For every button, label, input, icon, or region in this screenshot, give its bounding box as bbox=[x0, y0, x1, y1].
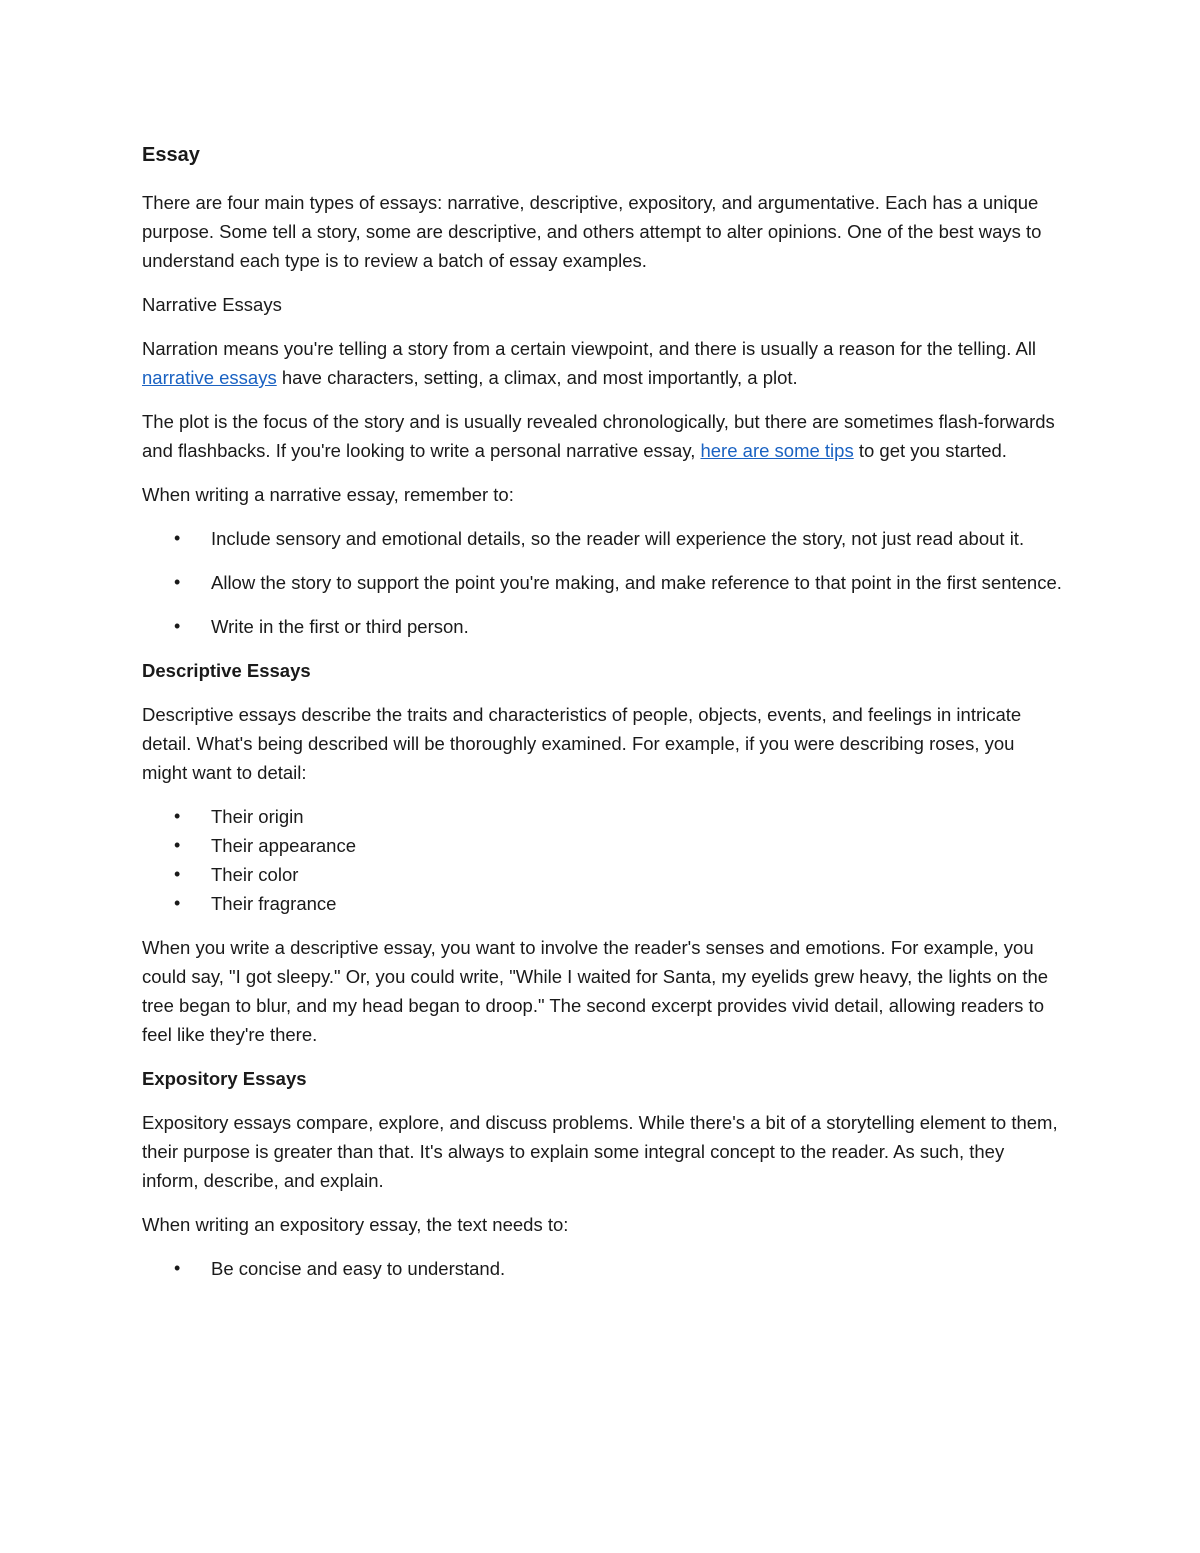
expository-list-intro: When writing an expository essay, the text needs to: bbox=[142, 1214, 569, 1235]
tips-link[interactable]: here are some tips bbox=[700, 440, 854, 461]
list-item bbox=[142, 1254, 1062, 1283]
narrative-p1-text-after: have characters, setting, a climax, and most importantly, a plot. bbox=[276, 367, 798, 388]
list-item bbox=[142, 831, 1062, 860]
bullet-icon: • bbox=[174, 616, 181, 636]
list-item-text: Their origin bbox=[211, 806, 304, 827]
descriptive-paragraph-1: Descriptive essays describe the traits and characteristics of people, objects, events, and feelings in intricate detail. What's being described will be thoroughly examined. For example, if you were describing roses, you might want to detail: bbox=[142, 704, 1022, 783]
list-item bbox=[142, 860, 1062, 889]
document-title: Essay bbox=[142, 144, 200, 166]
list-item-text: Write in the first or third person. bbox=[211, 616, 469, 637]
bullet-icon: • bbox=[174, 864, 181, 884]
bullet-icon: • bbox=[174, 528, 181, 548]
list-item-text: Their color bbox=[211, 864, 299, 885]
expository-paragraph-1: Expository essays compare, explore, and discuss problems. While there's a bit of a storytelling element to them, their purpose is greater than that. It's always to explain some integral concept to the reader. As such, they inform, describe, and explain. bbox=[142, 1112, 1058, 1191]
list-item bbox=[142, 802, 1062, 831]
list-item bbox=[142, 889, 1062, 918]
bullet-icon: • bbox=[174, 1258, 181, 1278]
bullet-icon: • bbox=[174, 572, 181, 592]
narrative-paragraph-1 bbox=[142, 334, 1062, 392]
list-item bbox=[142, 524, 1062, 553]
list-item bbox=[142, 568, 1062, 597]
bullet-icon: • bbox=[174, 835, 181, 855]
list-item-text: Be concise and easy to understand. bbox=[211, 1258, 506, 1279]
intro-paragraph: There are four main types of essays: narrative, descriptive, expository, and argumentative. Each has a unique purpose. Some tell a story, some are descriptive, and others attempt to alter opinions. One of the best ways to understand each type is to review a batch of essay examples. bbox=[142, 192, 1042, 271]
narrative-p1-text: Narration means you're telling a story from a certain viewpoint, and there is usually a reason for the telling. All bbox=[142, 338, 1037, 359]
list-item-text: Include sensory and emotional details, so the reader will experience the story, not just read about it. bbox=[211, 528, 1025, 549]
narrative-list-intro: When writing a narrative essay, remember to: bbox=[142, 484, 514, 505]
list-item bbox=[142, 612, 1062, 641]
list-item-text: Allow the story to support the point you're making, and make reference to that point in the first sentence. bbox=[211, 572, 1062, 593]
descriptive-heading: Descriptive Essays bbox=[142, 660, 311, 681]
descriptive-detail-list bbox=[142, 802, 1062, 918]
narrative-heading: Narrative Essays bbox=[142, 294, 282, 315]
narrative-p2-text-after: to get you started. bbox=[853, 440, 1007, 461]
narrative-p2-text: The plot is the focus of the story and is usually revealed chronologically, but there are sometimes flash-forwards and flashbacks. If you're looking to write a personal narrative essay, bbox=[142, 411, 1055, 461]
list-item-text: Their appearance bbox=[211, 835, 357, 856]
expository-heading: Expository Essays bbox=[142, 1068, 307, 1089]
document-page bbox=[142, 140, 1062, 1298]
descriptive-paragraph-2: When you write a descriptive essay, you want to involve the reader's senses and emotions. For example, you could say, "I got sleepy." Or, you could write, "While I waited for Santa, my eyelids grew heavy, the lights on the tree began to blur, and my head began to droop." The second excerpt provides vivid detail, allowing readers to feel like they're there. bbox=[142, 937, 1049, 1045]
narrative-tips-list bbox=[142, 524, 1062, 641]
list-item-text: Their fragrance bbox=[211, 893, 337, 914]
narrative-essays-link[interactable]: narrative essays bbox=[142, 367, 277, 388]
bullet-icon: • bbox=[174, 806, 181, 826]
bullet-icon: • bbox=[174, 893, 181, 913]
narrative-paragraph-2 bbox=[142, 407, 1062, 465]
expository-requirements-list bbox=[142, 1254, 1062, 1283]
